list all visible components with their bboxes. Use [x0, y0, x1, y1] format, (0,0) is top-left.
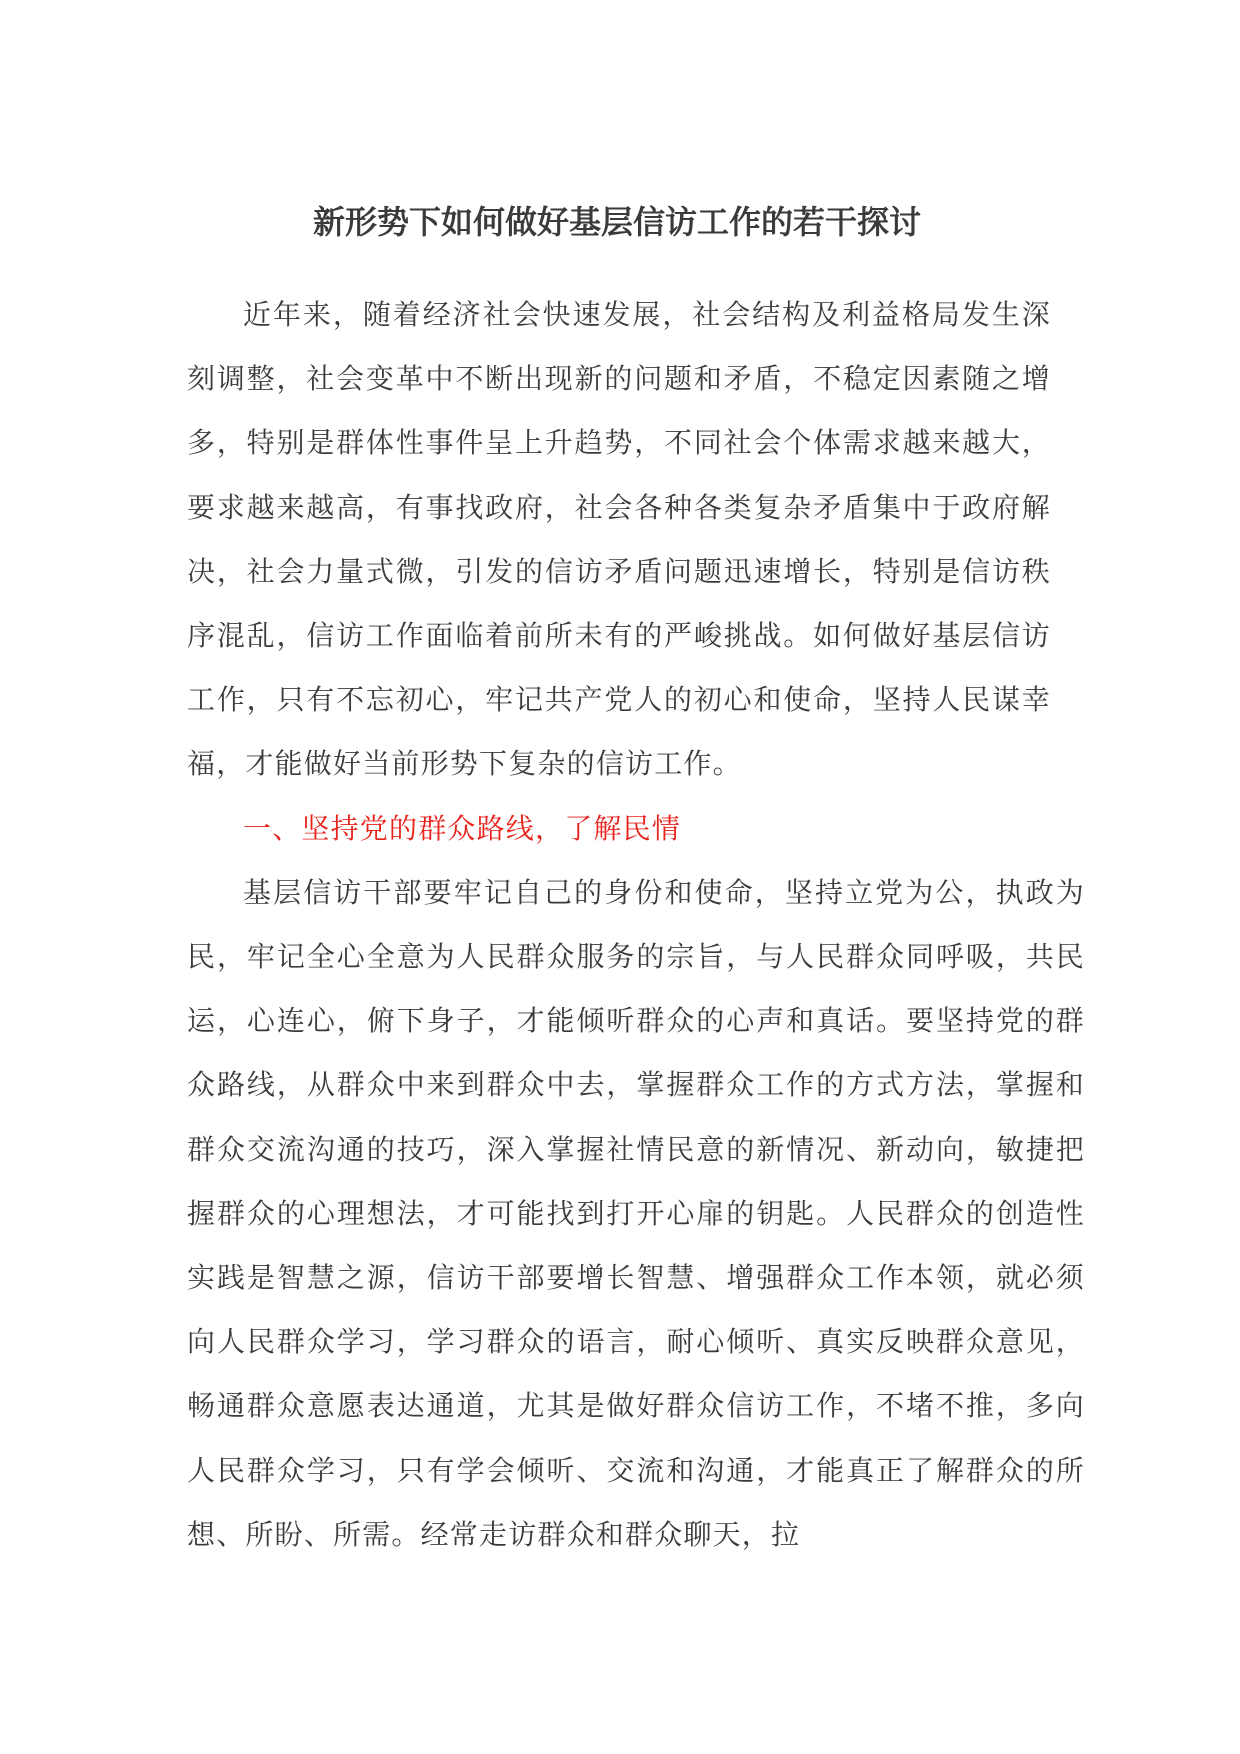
intro-paragraph: 近年来，随着经济社会快速发展，社会结构及利益格局发生深刻调整，社会变革中不断出现新的问题和矛盾，不稳定因素随之增多，特别是群体性事件呈上升趋势，不同社会个体需求越来越大，要求越来越高，有事找政府，社会各种各类复杂矛盾集中于政府解决，社会力量式微，引发的信访矛盾问题迅速增长，特别是信访秩序混乱，信访工作面临着前所未有的严峻挑战。如何做好基层信访工作，只有不忘初心，牢记共产党人的初心和使命，坚持人民谋幸福，才能做好当前形势下复杂的信访工作。	[187, 298, 1051, 781]
document-page	[187, 0, 1087, 1754]
document-body	[187, 283, 1087, 1567]
document-title: 新形势下如何做好基层信访工作的若干探讨	[312, 203, 921, 241]
section-heading-1: 一、坚持党的群众路线，了解民情	[243, 811, 682, 845]
section-1-paragraph: 基层信访干部要牢记自己的身份和使命，坚持立党为公，执政为民，牢记全心全意为人民群众服务的宗旨，与人民群众同呼吸，共民运，心连心，俯下身子，才能倾听群众的心声和真话。要坚持党的群众路线，从群众中来到群众中去，掌握群众工作的方式方法，掌握和群众交流沟通的技巧，深入掌握社情民意的新情况、新动向，敏捷把握群众的心理想法，才可能找到打开心扉的钥匙。人民群众的创造性实践是智慧之源，信访干部要增长智慧、增强群众工作本领，就必须向人民群众学习，学习群众的语言，耐心倾听、真实反映群众意见，畅通群众意愿表达通道，尤其是做好群众信访工作，不堵不推，多向人民群众学习，只有学会倾听、交流和沟通，才能真正了解群众的所想、所盼、所需。经常走访群众和群众聊天，拉	[187, 875, 1085, 1551]
